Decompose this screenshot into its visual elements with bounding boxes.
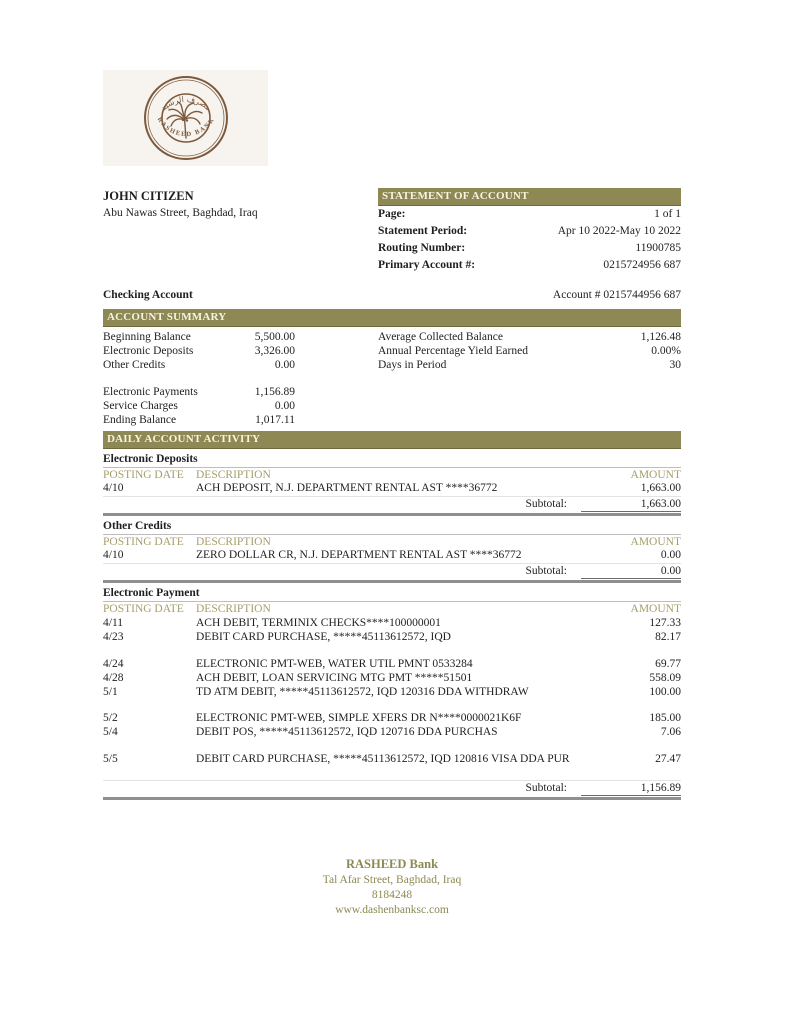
table-row	[103, 549, 681, 563]
summary-value: 0.00	[274, 399, 295, 412]
logo-latin-text: RASHEED BANK	[155, 116, 216, 139]
subtotal-row	[103, 780, 681, 796]
col-posting-date: POSTING DATE	[103, 535, 184, 548]
statement-of-account-title: STATEMENT OF ACCOUNT	[378, 188, 681, 206]
row-date: 5/2	[103, 712, 118, 725]
subtotal-amount: 1,156.89	[581, 781, 681, 796]
table-row	[103, 631, 681, 645]
row-description: ZERO DOLLAR CR, N.J. DEPARTMENT RENTAL AST ****36772	[196, 549, 522, 562]
summary-label: Average Collected Balance	[378, 331, 503, 343]
row-amount: 82.17	[655, 630, 681, 643]
table-row	[103, 712, 681, 726]
table-row	[103, 658, 681, 672]
summary-row	[103, 400, 295, 414]
summary-left-column	[103, 331, 295, 428]
row-date: 5/5	[103, 753, 118, 766]
statement-info-label: Page:	[378, 208, 406, 220]
account-summary-title: ACCOUNT SUMMARY	[103, 309, 681, 327]
statement-info-row	[378, 206, 681, 223]
row-description: TD ATM DEBIT, *****45113612572, IQD 120316 DDA WITHDRAW	[196, 685, 529, 698]
activity-section-other-credits	[103, 516, 681, 583]
statement-info-label: Primary Account #:	[378, 259, 476, 271]
account-line	[103, 288, 681, 303]
table-row	[103, 726, 681, 740]
summary-row	[378, 345, 681, 359]
subtotal-amount: 1,663.00	[581, 497, 681, 512]
account-type: Checking Account	[103, 289, 193, 301]
row-amount: 0.00	[660, 549, 681, 562]
summary-row	[378, 331, 681, 345]
table-row	[103, 617, 681, 631]
summary-label: Other Credits	[103, 358, 166, 371]
row-amount: 558.09	[649, 671, 681, 684]
account-summary	[103, 327, 681, 428]
col-posting-date: POSTING DATE	[103, 603, 184, 616]
table-rows	[103, 549, 681, 563]
row-description: ACH DEPOSIT, N.J. DEPARTMENT RENTAL AST ****36772	[196, 482, 498, 495]
row-date: 5/4	[103, 726, 118, 739]
table-header	[103, 602, 681, 617]
subtotal-row	[103, 563, 681, 579]
row-amount: 1,663.00	[640, 482, 681, 495]
statement-info-label: Statement Period:	[378, 225, 468, 237]
row-description: ACH DEBIT, LOAN SERVICING MTG PMT *****51501	[196, 671, 473, 684]
activity-section-electronic-deposits	[103, 449, 681, 516]
statement-of-account-box	[378, 188, 681, 274]
row-description: DEBIT POS, *****45113612572, IQD 120716 DDA PURCHAS	[196, 726, 498, 739]
row-description: ELECTRONIC PMT-WEB, SIMPLE XFERS DR N****0000021K6F	[196, 712, 522, 725]
row-date: 5/1	[103, 685, 118, 698]
logo-arabic-text: مصرف الرشيد	[158, 94, 213, 113]
footer-bank-name: RASHEED Bank	[345, 857, 439, 872]
section-divider	[103, 797, 681, 800]
statement-info-row	[378, 257, 681, 274]
statement-info-rows	[378, 206, 681, 274]
summary-value: 1,126.48	[640, 331, 681, 343]
summary-value: 1,017.11	[255, 413, 295, 426]
row-description: DEBIT CARD PURCHASE, *****45113612572, IQD 120816 VISA DDA PUR	[196, 753, 570, 766]
statement-info-row	[378, 240, 681, 257]
table-rows	[103, 617, 681, 767]
col-description: DESCRIPTION	[196, 535, 271, 548]
summary-label: Electronic Deposits	[103, 344, 194, 357]
summary-row	[103, 359, 295, 373]
table-row	[103, 686, 681, 700]
statement-info-value: Apr 10 2022-May 10 2022	[557, 225, 681, 237]
header-row	[103, 188, 681, 274]
col-posting-date: POSTING DATE	[103, 468, 184, 481]
summary-right-column	[378, 331, 681, 428]
footer-phone: 8184248	[371, 889, 413, 902]
statement-info-row	[378, 223, 681, 240]
row-amount: 100.00	[649, 685, 681, 698]
col-description: DESCRIPTION	[196, 468, 271, 481]
row-amount: 127.33	[649, 616, 681, 629]
subtotal-label: Subtotal:	[525, 565, 567, 578]
col-description: DESCRIPTION	[196, 603, 271, 616]
row-amount: 185.00	[649, 712, 681, 725]
customer-name: JOHN CITIZEN	[103, 189, 194, 203]
section-name: Electronic Payment	[103, 586, 681, 602]
subtotal-label: Subtotal:	[525, 782, 567, 795]
summary-row	[103, 372, 295, 386]
row-date: 4/10	[103, 482, 124, 495]
subtotal-row	[103, 496, 681, 512]
table-header	[103, 535, 681, 550]
table-row	[103, 672, 681, 686]
account-number: Account # 0215744956 687	[552, 289, 681, 301]
summary-value: 30	[669, 358, 681, 371]
summary-value: 0.00	[274, 358, 295, 371]
row-description: ACH DEBIT, TERMINIX CHECKS****100000001	[196, 616, 441, 629]
table-rows	[103, 482, 681, 496]
row-date: 4/28	[103, 671, 124, 684]
summary-value: 5,500.00	[254, 331, 295, 343]
summary-label: Ending Balance	[103, 413, 177, 426]
statement-info-value: 11900785	[635, 242, 681, 254]
footer-address: Tal Afar Street, Baghdad, Iraq	[322, 874, 462, 887]
summary-value: 0.00%	[651, 344, 681, 357]
rasheed-bank-logo-icon	[142, 74, 230, 162]
col-amount: AMOUNT	[630, 535, 681, 548]
row-date: 4/23	[103, 630, 124, 643]
statement-info-value: 1 of 1	[654, 208, 681, 220]
customer-address: Abu Nawas Street, Baghdad, Iraq	[103, 207, 258, 219]
footer	[103, 856, 681, 918]
summary-label: Electronic Payments	[103, 386, 198, 399]
subtotal-amount: 0.00	[581, 564, 681, 579]
table-row	[103, 482, 681, 496]
row-description: DEBIT CARD PURCHASE, *****45113612572, IQD	[196, 630, 451, 643]
bank-logo-container	[103, 70, 268, 166]
row-amount: 27.47	[655, 753, 681, 766]
row-amount: 69.77	[655, 657, 681, 670]
summary-label: Annual Percentage Yield Earned	[378, 344, 528, 357]
customer-block	[103, 188, 258, 221]
summary-label: Service Charges	[103, 399, 178, 412]
subtotal-label: Subtotal:	[525, 497, 567, 510]
summary-label: Beginning Balance	[103, 331, 191, 343]
row-amount: 7.06	[660, 726, 681, 739]
row-date: 4/24	[103, 657, 124, 670]
row-date: 4/11	[103, 616, 124, 629]
col-amount: AMOUNT	[630, 468, 681, 481]
summary-row	[103, 386, 295, 400]
summary-label: Days in Period	[378, 358, 447, 371]
daily-activity-title: DAILY ACCOUNT ACTIVITY	[103, 431, 681, 449]
statement-info-value: 0215724956 687	[603, 259, 681, 271]
summary-row	[103, 345, 295, 359]
statement-info-label: Routing Number:	[378, 242, 466, 254]
table-header	[103, 468, 681, 483]
col-amount: AMOUNT	[630, 603, 681, 616]
footer-website: www.dashenbanksc.com	[335, 904, 449, 917]
summary-row	[378, 359, 681, 373]
summary-row	[103, 331, 295, 345]
summary-value: 1,156.89	[254, 386, 295, 399]
row-date: 4/10	[103, 549, 124, 562]
section-name: Other Credits	[103, 519, 681, 535]
row-description: ELECTRONIC PMT-WEB, WATER UTIL PMNT 0533284	[196, 657, 473, 670]
summary-value: 3,326.00	[254, 344, 295, 357]
summary-row	[103, 414, 295, 428]
table-row	[103, 753, 681, 767]
section-name: Electronic Deposits	[103, 452, 681, 468]
activity-section-electronic-payment	[103, 583, 681, 800]
